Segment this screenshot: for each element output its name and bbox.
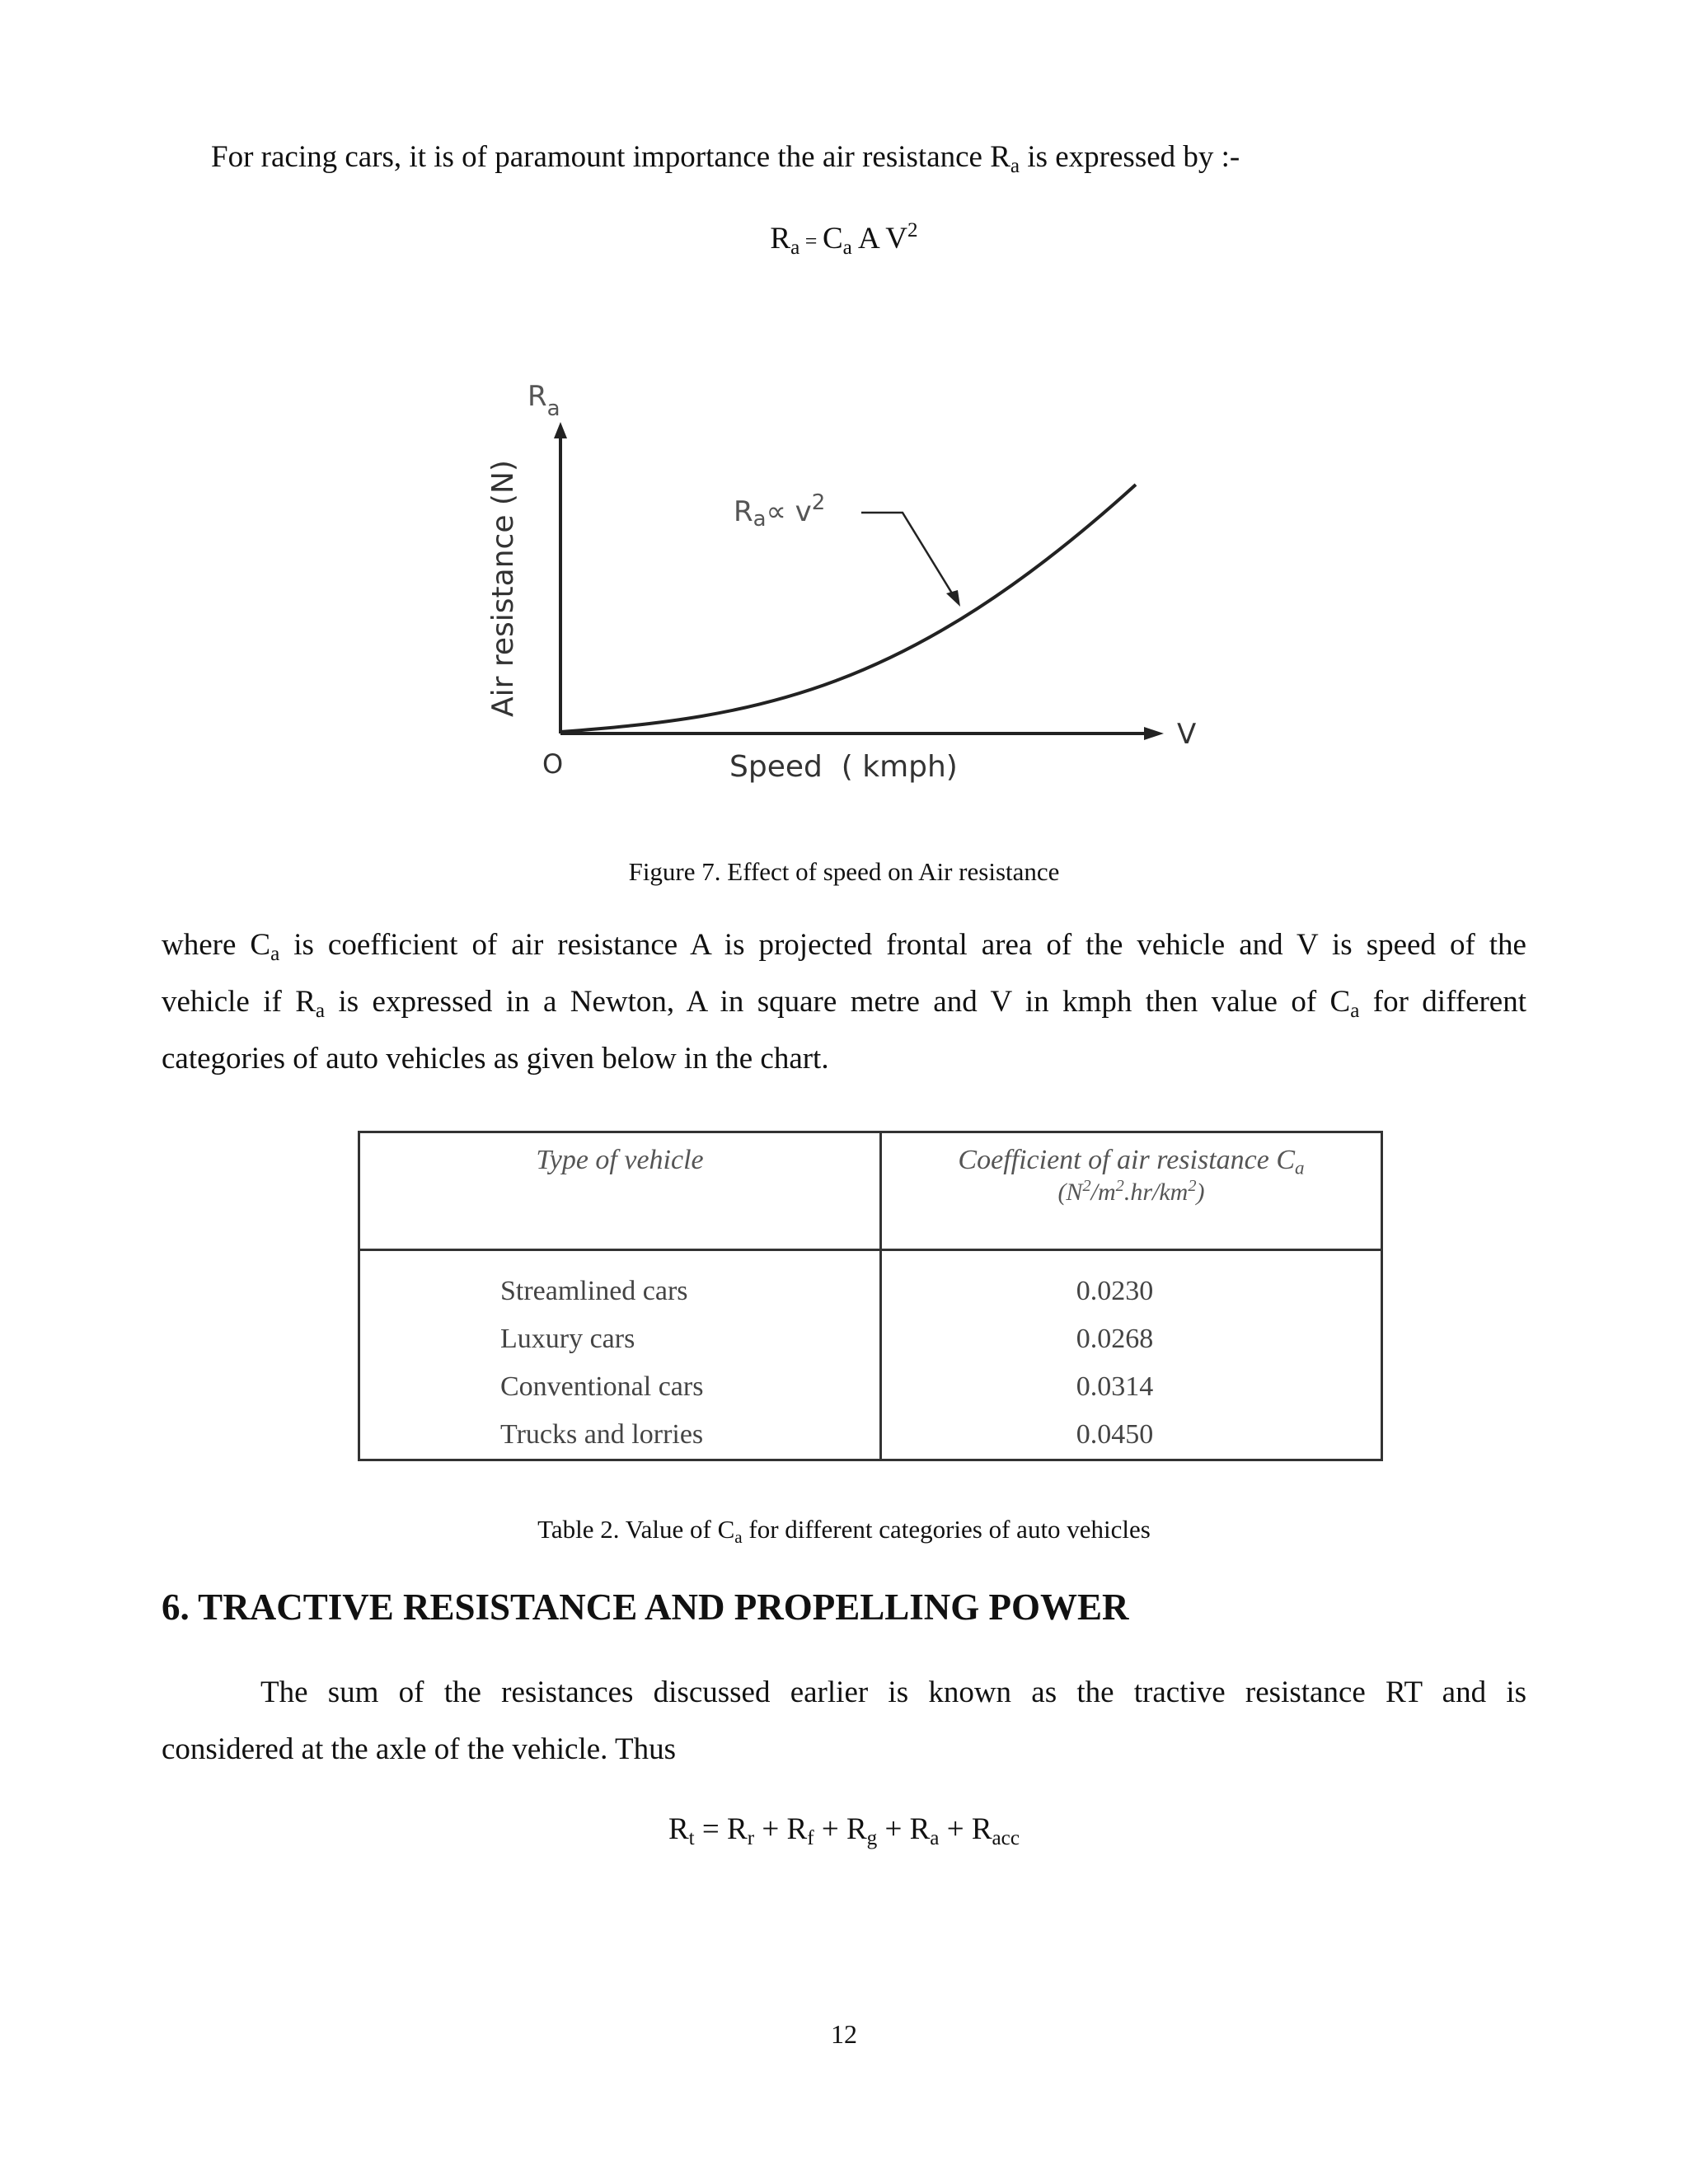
y-axis-arrowhead: [554, 422, 567, 438]
coefficient-cell: 0.0230: [881, 1250, 1382, 1316]
resistance-curve: [560, 485, 1136, 732]
vehicle-type-cell: Streamlined cars: [359, 1250, 881, 1316]
para1-line2: vehicle if $R_a$ is expressed in a Newton, A in square metre and V in kmph then value of $C_a$ for different: [162, 985, 1527, 1023]
table-row: [359, 1250, 1382, 1316]
coefficient-cell: 0.0450: [881, 1411, 1382, 1460]
header-vehicle-type: Type of vehicle: [359, 1132, 881, 1250]
curve-label-leader: [861, 513, 956, 600]
origin-label: O: [542, 748, 564, 780]
y-axis-label: Air resistance (N): [486, 460, 520, 717]
x-axis-label: Speed ( kmph): [729, 750, 958, 784]
section-para-line2: considered at the axle of the vehicle. Thus: [162, 1732, 676, 1766]
section-para-line1: The sum of the resistances discussed earlier is known as the tractive resistance RT and is: [260, 1675, 1526, 1709]
x-axis-arrowhead: [1144, 727, 1164, 740]
air-resistance-figure: [445, 371, 1253, 816]
table-caption: Table 2. Value of $C_a$ for different categories of auto vehicles: [537, 1515, 1151, 1547]
coefficient-cell: 0.0314: [881, 1363, 1382, 1411]
header-coefficient: Coefficient of air resistance $C_a$ $(N^2/m^2.hr/km^2)$: [881, 1132, 1382, 1250]
vehicle-type-cell: Trucks and lorries: [359, 1411, 881, 1460]
coefficient-table: [358, 1131, 1383, 1461]
vehicle-type-cell: Conventional cars: [359, 1363, 881, 1411]
para1-line1: where $C_a$ is coefficient of air resistance A is projected frontal area of the vehicle and V is speed of the: [162, 928, 1526, 966]
para1-line3: categories of auto vehicles as given below in the chart.: [162, 1042, 829, 1076]
figure-caption: Figure 7. Effect of speed on Air resistance: [628, 857, 1060, 886]
tractive-resistance-formula: $R_t = R_r + R_f + R_g + R_a + R_{acc}$: [668, 1812, 1020, 1850]
table-row: [359, 1411, 1382, 1460]
table-row: [359, 1315, 1382, 1363]
air-resistance-formula: $R_a = C_a$ A $V^2$: [770, 219, 918, 260]
curve-label-text: $Ra\propto v^2$: [734, 490, 826, 532]
section-heading: 6. TRACTIVE RESISTANCE AND PROPELLING POWER: [162, 1586, 1129, 1628]
y-axis-symbol: $R_a$: [528, 380, 560, 421]
vehicle-type-cell: Luxury cars: [359, 1315, 881, 1363]
x-axis-symbol: V: [1177, 718, 1197, 751]
table-header-row: [359, 1132, 1382, 1250]
coefficient-cell: 0.0268: [881, 1315, 1382, 1363]
intro-sentence: For racing cars, it is of paramount importance the air resistance $R_a$ is expressed by :-: [211, 140, 1240, 178]
table-row: [359, 1363, 1382, 1411]
leader-arrowhead: [946, 590, 960, 607]
page-number: 12: [831, 2019, 857, 2049]
